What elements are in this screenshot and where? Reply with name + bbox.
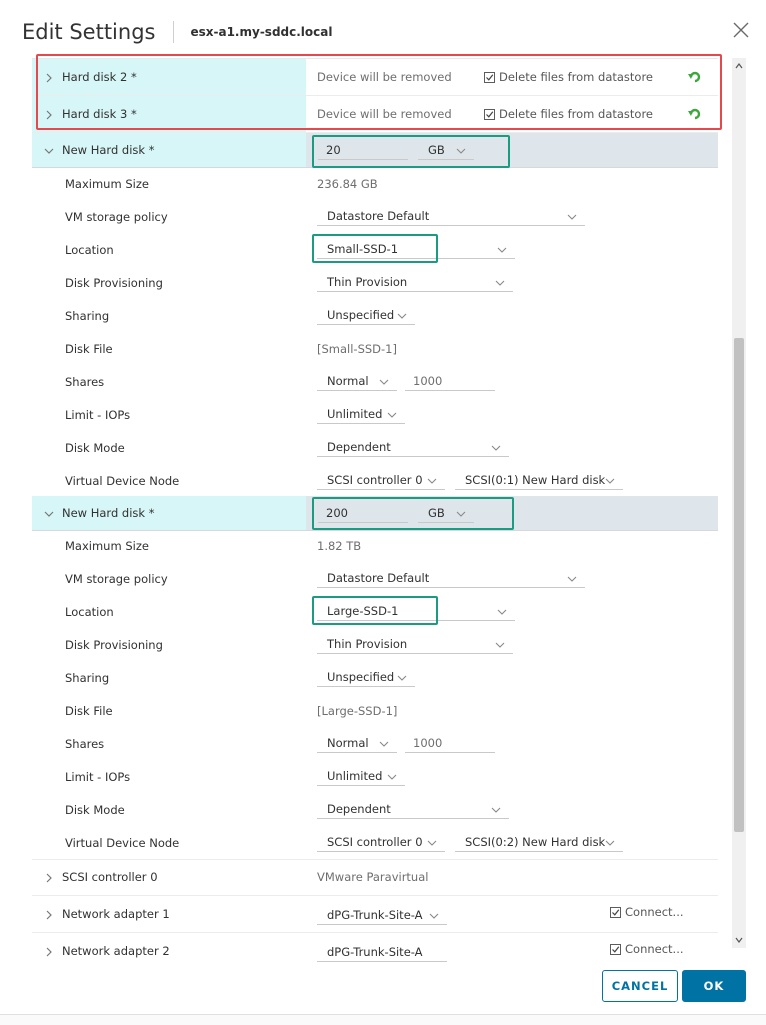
detail-label: Limit - IOPs <box>65 407 131 422</box>
undo-icon[interactable] <box>688 108 702 123</box>
connect-checkbox[interactable] <box>610 942 684 956</box>
detail-label: Maximum Size <box>65 176 149 191</box>
chevron-right-icon[interactable] <box>44 872 54 882</box>
detail-row <box>32 826 718 860</box>
detail-row <box>32 727 718 760</box>
new-disk-size-cell <box>306 496 718 530</box>
checkbox-checked-icon[interactable] <box>610 907 621 918</box>
select-value: Small-SSD-1 <box>327 241 399 256</box>
select-value: SCSI controller 0 <box>327 472 423 487</box>
shares-select[interactable] <box>317 371 397 391</box>
chevron-down-icon <box>427 837 437 847</box>
new-disk-label: New Hard disk * <box>62 506 155 520</box>
chevron-down-icon <box>456 508 466 518</box>
storage-policy-select[interactable] <box>317 568 585 588</box>
select-value: SCSI controller 0 <box>327 834 423 849</box>
select-value: dPG-Trunk-Site-A <box>327 944 423 959</box>
detail-row <box>32 694 718 727</box>
controller-select[interactable] <box>317 470 445 490</box>
network-adapter-label: Network adapter 2 <box>62 944 170 958</box>
connect-checkbox[interactable] <box>610 905 684 919</box>
detail-row <box>32 365 718 398</box>
disk-unit-value: GB <box>428 505 445 520</box>
chevron-down-icon <box>429 910 439 920</box>
chevron-down-icon <box>495 277 505 287</box>
location-select[interactable] <box>317 601 515 621</box>
removal-status: Device will be removed <box>317 70 452 84</box>
chevron-down-icon <box>497 606 507 616</box>
chevron-down-icon <box>567 211 577 221</box>
vertical-scrollbar[interactable] <box>732 58 746 948</box>
scsi-controller-label: SCSI controller 0 <box>62 870 158 884</box>
dialog-title: Edit Settings <box>22 20 156 44</box>
cancel-button[interactable]: CANCEL <box>602 970 678 1002</box>
chevron-right-icon[interactable] <box>44 109 54 119</box>
chevron-down-icon <box>491 442 501 452</box>
detail-row <box>32 464 718 497</box>
chevron-down-icon <box>397 672 407 682</box>
disk-unit-select[interactable] <box>418 140 474 160</box>
scroll-down-icon[interactable] <box>732 932 746 948</box>
detail-row <box>32 529 718 562</box>
scroll-up-icon[interactable] <box>732 58 746 74</box>
chevron-right-icon[interactable] <box>44 909 54 919</box>
disk-unit-select[interactable] <box>418 503 474 523</box>
detail-label: Sharing <box>65 308 110 323</box>
disk-mode-select[interactable] <box>317 799 509 819</box>
chevron-down-icon <box>605 475 615 485</box>
network-adapter-row[interactable] <box>32 933 718 969</box>
undo-icon[interactable] <box>688 71 702 86</box>
detail-label: Disk File <box>65 703 113 718</box>
max-size-value: 1.82 TB <box>317 538 362 553</box>
chevron-down-icon <box>491 804 501 814</box>
chevron-right-icon[interactable] <box>44 946 54 956</box>
delete-files-checkbox[interactable] <box>484 107 653 121</box>
header-divider <box>173 21 174 43</box>
detail-row <box>32 299 718 332</box>
removed-disk-value-cell <box>306 59 718 95</box>
shares-amount-input[interactable] <box>405 733 495 753</box>
shares-amount-value: 1000 <box>413 735 443 750</box>
network-select[interactable] <box>317 942 447 962</box>
storage-policy-select[interactable] <box>317 206 585 226</box>
select-value: Unspecified <box>327 307 395 322</box>
chevron-down-icon <box>379 738 389 748</box>
detail-row <box>32 332 718 365</box>
disk-size-input[interactable] <box>318 140 408 160</box>
chevron-down-icon <box>605 837 615 847</box>
removed-disk-name-cell[interactable] <box>32 59 306 95</box>
detail-label: Disk Mode <box>65 440 125 455</box>
removed-disk-label: Hard disk 3 * <box>62 107 137 121</box>
detail-label: Maximum Size <box>65 538 149 553</box>
detail-row <box>32 167 718 200</box>
sharing-select[interactable] <box>317 667 415 687</box>
chevron-down-icon <box>387 409 397 419</box>
detail-label: Limit - IOPs <box>65 769 131 784</box>
select-value: Unlimited <box>327 768 383 783</box>
dialog-bottom-edge <box>0 1014 766 1025</box>
chevron-down-icon[interactable] <box>44 145 54 155</box>
detail-label: Shares <box>65 736 105 751</box>
dialog-header <box>22 14 332 50</box>
detail-row <box>32 562 718 595</box>
chevron-down-icon <box>427 475 437 485</box>
detail-row <box>32 266 718 299</box>
settings-list[interactable] <box>32 58 718 959</box>
detail-row <box>32 233 718 266</box>
delete-files-label: Delete files from datastore <box>499 70 654 84</box>
checkbox-checked-icon[interactable] <box>484 109 495 120</box>
detail-label: Virtual Device Node <box>65 473 180 488</box>
disk-size-value: 20 <box>326 142 341 157</box>
select-value: Unspecified <box>327 669 395 684</box>
detail-row <box>32 793 718 826</box>
select-value: Thin Provision <box>327 636 408 651</box>
disk-size-input[interactable] <box>318 503 408 523</box>
select-value: Normal <box>327 373 369 388</box>
scsi-controller-value: VMware Paravirtual <box>317 870 429 884</box>
chevron-down-icon[interactable] <box>44 508 54 518</box>
select-value: Datastore Default <box>327 208 430 223</box>
shares-amount-value: 1000 <box>413 373 443 388</box>
checkbox-checked-icon[interactable] <box>610 944 621 955</box>
removed-disk-row <box>32 59 718 96</box>
select-value: dPG-Trunk-Site-A <box>327 907 423 922</box>
connect-label: Connect... <box>625 905 684 919</box>
delete-files-label: Delete files from datastore <box>499 107 654 121</box>
host-name: esx-a1.my-sddc.local <box>190 25 333 39</box>
limit-iops-select[interactable] <box>317 766 405 786</box>
removed-disk-value-cell <box>306 96 718 132</box>
new-hard-disk-header <box>32 133 718 168</box>
chevron-down-icon <box>567 573 577 583</box>
detail-label: VM storage policy <box>65 571 168 586</box>
detail-label: Disk Mode <box>65 802 125 817</box>
sharing-select[interactable] <box>317 305 415 325</box>
checkbox-checked-icon[interactable] <box>484 72 495 83</box>
new-hard-disk-header <box>32 496 718 531</box>
select-value: Normal <box>327 735 369 750</box>
select-value: Dependent <box>327 801 391 816</box>
disk-file-value: [Small-SSD-1] <box>317 341 397 356</box>
chevron-down-icon <box>495 639 505 649</box>
detail-row <box>32 760 718 793</box>
network-adapter-label: Network adapter 1 <box>62 907 170 921</box>
shares-amount-input[interactable] <box>405 371 495 391</box>
detail-label: Location <box>65 604 114 619</box>
removal-status: Device will be removed <box>317 107 452 121</box>
close-icon[interactable] <box>730 19 752 41</box>
new-disk-name-cell[interactable] <box>32 496 306 530</box>
new-disk-size-cell <box>306 133 718 167</box>
select-value: Datastore Default <box>327 570 430 585</box>
select-value: SCSI(0:1) New Hard disk <box>465 472 606 487</box>
chevron-down-icon <box>497 244 507 254</box>
provisioning-select[interactable] <box>317 272 513 292</box>
disk-mode-select[interactable] <box>317 437 509 457</box>
detail-row <box>32 661 718 694</box>
removed-disk-label: Hard disk 2 * <box>62 70 137 84</box>
select-value: Thin Provision <box>327 274 408 289</box>
delete-files-checkbox[interactable] <box>484 70 653 84</box>
detail-row <box>32 200 718 233</box>
new-disk-label: New Hard disk * <box>62 143 155 157</box>
detail-label: Location <box>65 242 114 257</box>
scrollbar-thumb[interactable] <box>734 338 744 832</box>
chevron-down-icon <box>387 771 397 781</box>
detail-label: Sharing <box>65 670 110 685</box>
max-size-value: 236.84 GB <box>317 176 378 191</box>
device-node-select[interactable] <box>455 832 623 852</box>
detail-row <box>32 595 718 628</box>
connect-label: Connect... <box>625 942 684 956</box>
select-value: SCSI(0:2) New Hard disk <box>465 834 606 849</box>
location-select[interactable] <box>317 239 515 259</box>
disk-unit-value: GB <box>428 142 445 157</box>
detail-label: Disk Provisioning <box>65 637 163 652</box>
scsi-controller-row[interactable] <box>32 859 718 896</box>
shares-select[interactable] <box>317 733 397 753</box>
removed-disk-name-cell[interactable] <box>32 96 306 132</box>
detail-row <box>32 398 718 431</box>
detail-row <box>32 628 718 661</box>
select-value: Dependent <box>327 439 391 454</box>
device-node-select[interactable] <box>455 470 623 490</box>
disk-size-value: 200 <box>326 505 348 520</box>
select-value: Large-SSD-1 <box>327 603 399 618</box>
detail-label: VM storage policy <box>65 209 168 224</box>
chevron-down-icon <box>397 310 407 320</box>
detail-label: Disk File <box>65 341 113 356</box>
removed-disk-row <box>32 96 718 133</box>
chevron-down-icon <box>379 376 389 386</box>
controller-select[interactable] <box>317 832 445 852</box>
chevron-right-icon[interactable] <box>44 72 54 82</box>
provisioning-select[interactable] <box>317 634 513 654</box>
new-disk-name-cell[interactable] <box>32 133 306 167</box>
network-select[interactable] <box>317 905 447 925</box>
detail-label: Shares <box>65 374 105 389</box>
detail-row <box>32 431 718 464</box>
detail-label: Disk Provisioning <box>65 275 163 290</box>
disk-file-value: [Large-SSD-1] <box>317 703 398 718</box>
select-value: Unlimited <box>327 406 383 421</box>
network-adapter-row[interactable] <box>32 896 718 933</box>
chevron-down-icon <box>456 145 466 155</box>
limit-iops-select[interactable] <box>317 404 405 424</box>
detail-label: Virtual Device Node <box>65 835 180 850</box>
ok-button[interactable]: OK <box>682 970 746 1002</box>
